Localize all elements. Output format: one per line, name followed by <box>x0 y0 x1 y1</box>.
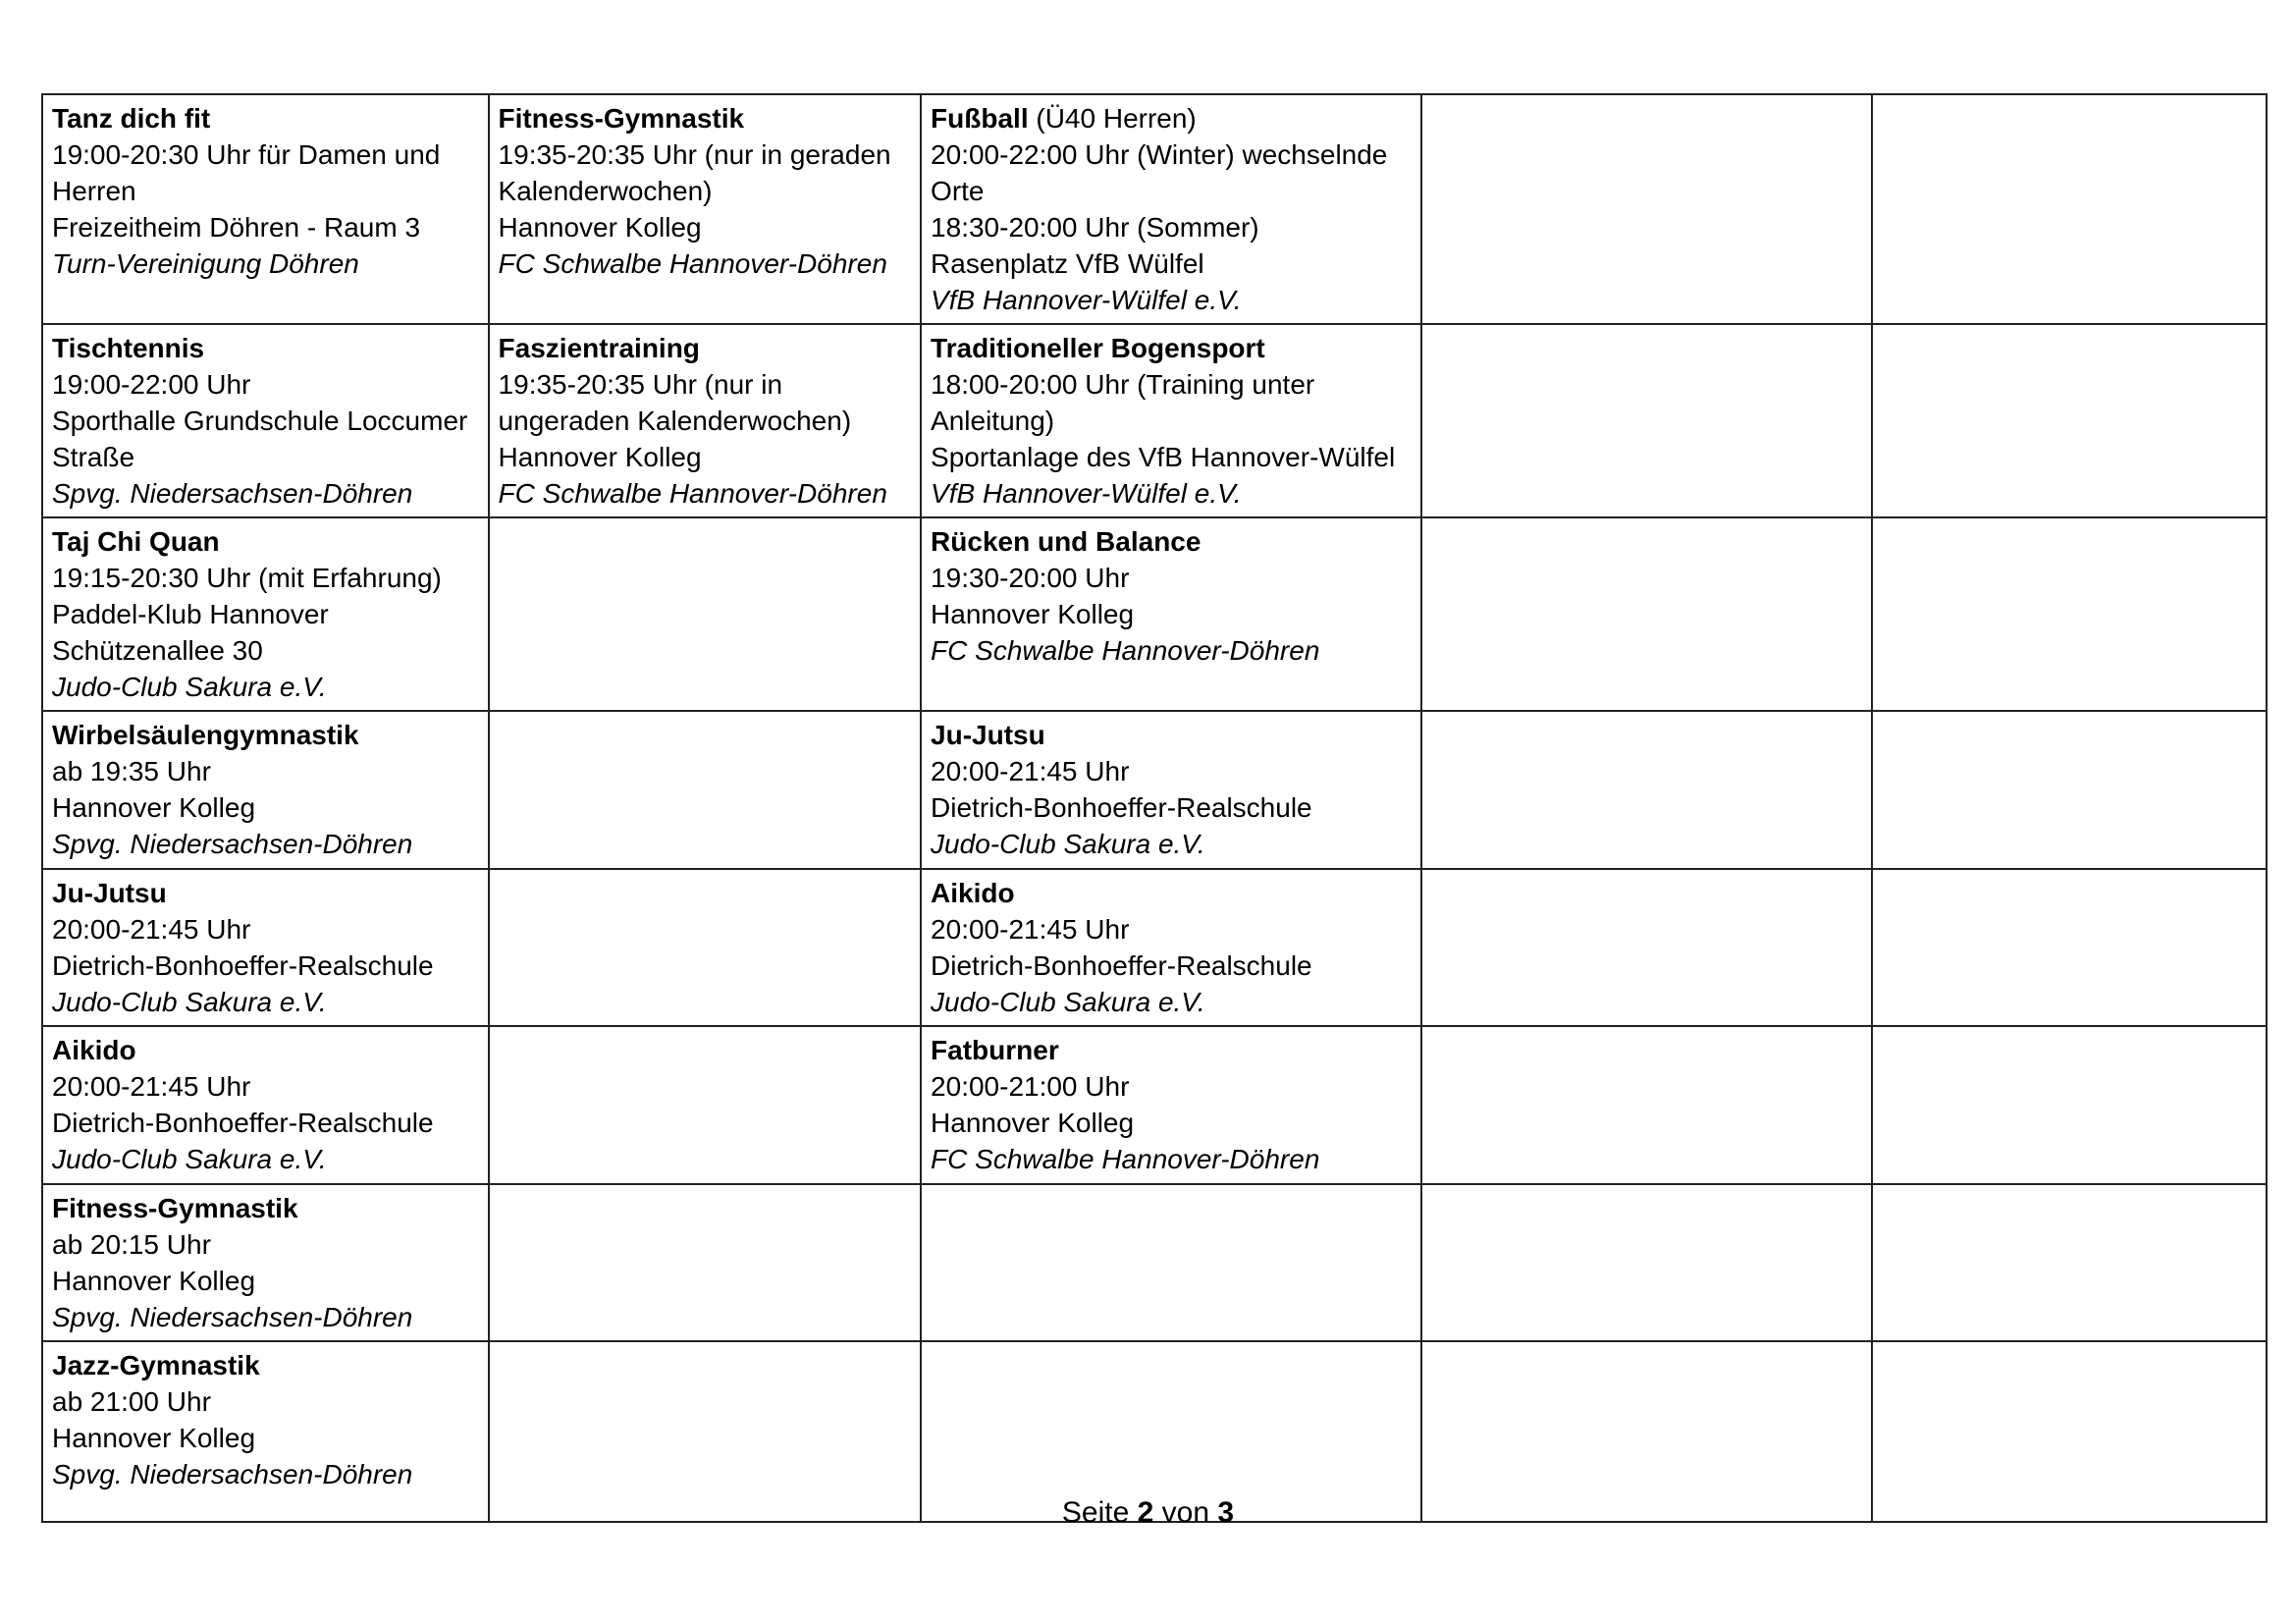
empty-cell <box>489 517 922 711</box>
activity-detail: 20:00-21:45 Uhr <box>931 756 1130 786</box>
schedule-cell <box>921 1026 1421 1184</box>
activity-title <box>52 1190 479 1226</box>
activity-title <box>52 330 479 366</box>
activity-detail: 19:00-22:00 Uhr <box>52 369 251 400</box>
club-name: Spvg. Niedersachsen-Döhren <box>52 478 413 509</box>
activity-detail: 20:00-21:00 Uhr <box>931 1071 1130 1102</box>
activity-title <box>52 717 479 753</box>
club-name: VfB Hannover-Wülfel e.V. <box>931 478 1242 509</box>
empty-cell <box>489 869 922 1026</box>
schedule-cell <box>42 324 489 517</box>
activity-detail: Hannover Kolleg <box>931 1108 1135 1138</box>
club-name: Judo-Club Sakura e.V. <box>52 672 327 702</box>
activity-name: Tischtennis <box>52 333 205 363</box>
activity-detail: Paddel-Klub Hannover <box>52 599 329 629</box>
activity-title <box>499 330 912 366</box>
page-footer <box>0 1494 2296 1532</box>
activity-detail: 19:00-20:30 Uhr für Damen und Herren <box>52 139 441 206</box>
activity-detail: Hannover Kolleg <box>52 1423 256 1453</box>
schedule-cell <box>921 94 1421 324</box>
activity-detail: 20:00-21:45 Uhr <box>52 914 251 945</box>
activity-detail: ab 20:15 Uhr <box>52 1229 211 1260</box>
empty-cell <box>1872 517 2267 711</box>
club-name: Turn-Vereinigung Döhren <box>52 248 359 279</box>
schedule-table <box>41 93 2268 1523</box>
activity-name: Fatburner <box>931 1035 1059 1065</box>
schedule-cell <box>921 711 1421 869</box>
activity-title-note: (Ü40 Herren) <box>1028 103 1197 134</box>
schedule-cell <box>42 869 489 1026</box>
footer-of-label: von <box>1161 1496 1210 1529</box>
activity-name: Rücken und Balance <box>931 526 1201 557</box>
activity-detail: Rasenplatz VfB Wülfel <box>931 248 1204 279</box>
schedule-cell <box>42 517 489 711</box>
activity-name: Wirbelsäulengymnastik <box>52 720 359 750</box>
activity-name: Fitness-Gymnastik <box>498 103 745 134</box>
activity-detail: Freizeitheim Döhren - Raum 3 <box>52 212 421 243</box>
club-name: Judo-Club Sakura e.V. <box>931 829 1205 859</box>
activity-name: Ju-Jutsu <box>931 720 1045 750</box>
activity-name: Taj Chi Quan <box>52 526 220 557</box>
activity-detail: 20:00-22:00 Uhr (Winter) wechselnde Orte <box>931 139 1388 206</box>
activity-title <box>52 1032 479 1068</box>
footer-total-pages: 3 <box>1217 1496 1235 1529</box>
empty-cell <box>489 1184 922 1341</box>
club-name: FC Schwalbe Hannover-Döhren <box>931 635 1320 666</box>
empty-cell <box>489 1026 922 1184</box>
activity-name: Ju-Jutsu <box>52 878 167 908</box>
club-name: Spvg. Niedersachsen-Döhren <box>52 829 413 859</box>
club-name: FC Schwalbe Hannover-Döhren <box>931 1144 1320 1174</box>
activity-detail: Hannover Kolleg <box>52 1266 256 1296</box>
activity-detail: Hannover Kolleg <box>931 599 1135 629</box>
empty-cell <box>1421 1184 1873 1341</box>
activity-detail: 20:00-21:45 Uhr <box>52 1071 251 1102</box>
activity-detail: Hannover Kolleg <box>498 442 702 472</box>
table-row <box>42 1026 2267 1184</box>
footer-page-label: Seite <box>1061 1496 1130 1529</box>
empty-cell <box>1421 324 1873 517</box>
schedule-cell <box>42 1026 489 1184</box>
activity-name: Faszientraining <box>498 333 700 363</box>
schedule-cell <box>42 1184 489 1341</box>
schedule-cell <box>42 711 489 869</box>
activity-detail: Sportanlage des VfB Hannover-Wülfel <box>931 442 1396 472</box>
activity-name: Aikido <box>931 878 1015 908</box>
activity-detail: 19:35-20:35 Uhr (nur in geraden Kalenderwochen) <box>498 139 891 206</box>
club-name: Spvg. Niedersachsen-Döhren <box>52 1302 413 1332</box>
activity-name: Traditioneller Bogensport <box>931 333 1265 363</box>
activity-title <box>52 100 479 136</box>
empty-cell <box>1872 869 2267 1026</box>
club-name: FC Schwalbe Hannover-Döhren <box>498 478 887 509</box>
empty-cell <box>1421 94 1873 324</box>
table-row <box>42 711 2267 869</box>
activity-title <box>499 100 912 136</box>
club-name: FC Schwalbe Hannover-Döhren <box>498 248 887 279</box>
empty-cell <box>1421 1026 1873 1184</box>
table-row <box>42 324 2267 517</box>
activity-detail: 18:30-20:00 Uhr (Sommer) <box>931 212 1259 243</box>
empty-cell <box>489 711 922 869</box>
activity-detail: 20:00-21:45 Uhr <box>931 914 1130 945</box>
empty-cell <box>1872 1184 2267 1341</box>
activity-detail: 18:00-20:00 Uhr (Training unter Anleitung) <box>931 369 1315 436</box>
empty-cell <box>1872 94 2267 324</box>
activity-title <box>52 1347 479 1383</box>
activity-title <box>931 523 1412 560</box>
activity-title <box>931 330 1412 366</box>
empty-cell <box>1872 711 2267 869</box>
schedule-cell <box>42 94 489 324</box>
activity-detail: 19:15-20:30 Uhr (mit Erfahrung) <box>52 563 442 593</box>
activity-name: Aikido <box>52 1035 136 1065</box>
club-name: Judo-Club Sakura e.V. <box>52 987 327 1017</box>
activity-name: Fußball <box>931 103 1029 134</box>
schedule-cell <box>489 324 922 517</box>
club-name: Judo-Club Sakura e.V. <box>52 1144 327 1174</box>
table-row <box>42 517 2267 711</box>
table-row <box>42 869 2267 1026</box>
activity-detail: ab 19:35 Uhr <box>52 756 211 786</box>
table-row <box>42 1184 2267 1341</box>
table-row <box>42 94 2267 324</box>
schedule-cell <box>921 517 1421 711</box>
activity-title <box>52 875 479 911</box>
schedule-cell <box>921 324 1421 517</box>
activity-title <box>931 1032 1412 1068</box>
activity-title <box>931 717 1412 753</box>
empty-cell <box>1421 517 1873 711</box>
activity-title <box>931 100 1412 136</box>
activity-title <box>52 523 479 560</box>
activity-detail: Hannover Kolleg <box>498 212 702 243</box>
club-name: Judo-Club Sakura e.V. <box>931 987 1205 1017</box>
activity-detail: Schützenallee 30 <box>52 635 263 666</box>
activity-detail: Dietrich-Bonhoeffer-Realschule <box>931 950 1312 981</box>
empty-cell <box>1872 1026 2267 1184</box>
activity-detail: ab 21:00 Uhr <box>52 1386 211 1417</box>
activity-detail: 19:35-20:35 Uhr (nur in ungeraden Kalenderwochen) <box>498 369 852 436</box>
activity-detail: Hannover Kolleg <box>52 792 256 823</box>
activity-detail: 19:30-20:00 Uhr <box>931 563 1130 593</box>
activity-title <box>931 875 1412 911</box>
activity-detail: Dietrich-Bonhoeffer-Realschule <box>931 792 1312 823</box>
activity-name: Fitness-Gymnastik <box>52 1193 298 1223</box>
club-name: Spvg. Niedersachsen-Döhren <box>52 1459 413 1489</box>
club-name: VfB Hannover-Wülfel e.V. <box>931 285 1242 315</box>
activity-detail: Dietrich-Bonhoeffer-Realschule <box>52 950 434 981</box>
activity-detail: Sporthalle Grundschule Loccumer Straße <box>52 406 468 472</box>
schedule-cell <box>489 94 922 324</box>
empty-cell <box>1421 711 1873 869</box>
schedule-cell <box>921 869 1421 1026</box>
empty-cell <box>921 1184 1421 1341</box>
empty-cell <box>1421 869 1873 1026</box>
activity-name: Jazz-Gymnastik <box>52 1350 260 1380</box>
activity-detail: Dietrich-Bonhoeffer-Realschule <box>52 1108 434 1138</box>
footer-page-number: 2 <box>1137 1496 1154 1529</box>
activity-name: Tanz dich fit <box>52 103 211 134</box>
empty-cell <box>1872 324 2267 517</box>
